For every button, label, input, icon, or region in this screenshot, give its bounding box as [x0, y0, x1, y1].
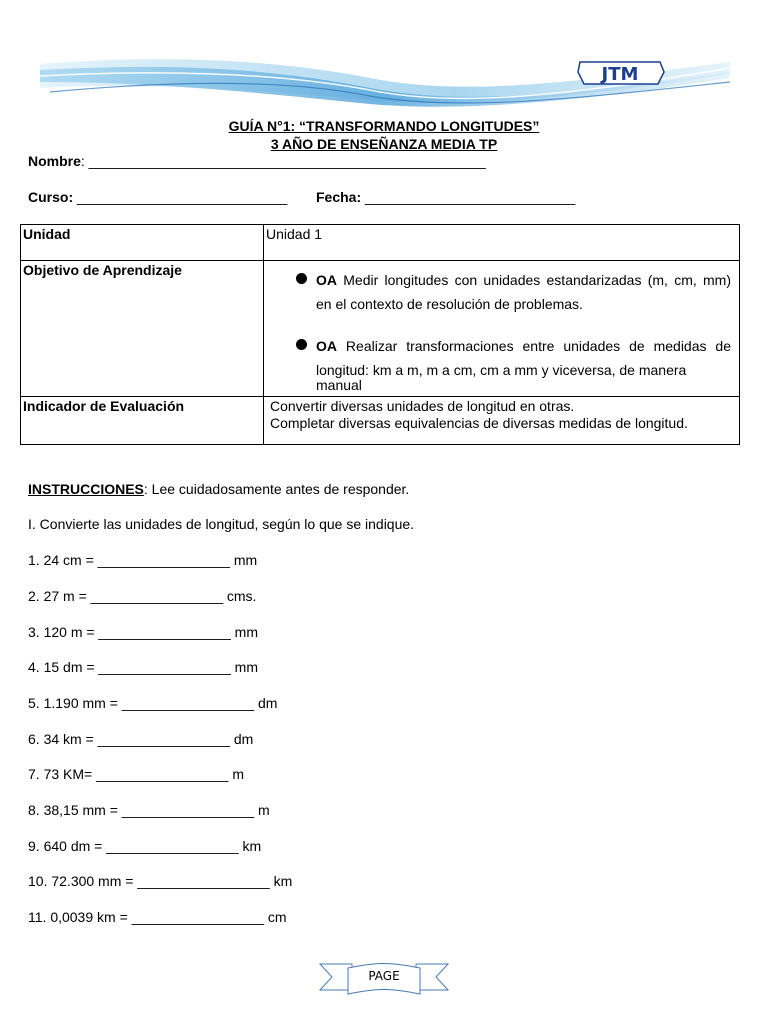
exercise-item[interactable]: 4. 15 dm = _________________ mm	[28, 659, 259, 675]
objective-label: Objetivo de Aprendizaje	[21, 261, 264, 397]
exercise-item[interactable]: 1. 24 cm = _________________ mm	[28, 552, 258, 568]
objective-cell	[264, 261, 740, 397]
exercise-item[interactable]: 10. 72.300 mm = _________________ km	[28, 873, 293, 889]
exercise-item[interactable]: 5. 1.190 mm = _________________ dm	[28, 695, 278, 711]
header-banner	[40, 52, 730, 116]
date-field[interactable]	[316, 189, 575, 205]
objective-list	[266, 262, 737, 393]
objective-prefix: OA	[316, 338, 337, 354]
indicator-label: Indicador de Evaluación	[21, 397, 264, 445]
course-field[interactable]	[28, 189, 287, 205]
unit-value: Unidad 1	[264, 225, 740, 261]
indicator-line: Convertir diversas unidades de longitud en otras.	[270, 398, 575, 414]
indicator-cell	[264, 397, 740, 445]
page-label: PAGE	[368, 969, 400, 983]
instructions-text: : Lee cuidadosamente antes de responder.	[143, 481, 410, 497]
exercise-item[interactable]: 9. 640 dm = _________________ km	[28, 838, 262, 854]
indicator-line: Completar diversas equivalencias de diversas medidas de longitud.	[270, 415, 688, 431]
objective-item	[272, 334, 731, 393]
objective-text-end: manual	[316, 377, 362, 393]
unit-label: Unidad	[21, 225, 264, 261]
instructions	[28, 481, 409, 497]
objective-prefix: OA	[316, 272, 337, 288]
objective-text: Medir longitudes con unidades estandarizadas (m, cm, mm) en el contexto de resolución de problemas.	[316, 272, 731, 312]
logo-emblem	[578, 62, 664, 85]
guide-subtitle: 3 AÑO DE ENSEÑANZA MEDIA TP	[270, 136, 498, 152]
instructions-label: INSTRUCCIONES	[28, 481, 144, 497]
course-blank[interactable]: ___________________________	[73, 189, 288, 205]
bullet-icon	[296, 273, 307, 284]
logo-text: JTM	[601, 64, 639, 85]
exercise-item[interactable]: 6. 34 km = _________________ dm	[28, 731, 254, 747]
course-label: Curso:	[28, 189, 74, 205]
date-label: Fecha:	[316, 189, 362, 205]
objective-text: Realizar transformaciones entre unidades de medidas de longitud: km a m, m a cm, cm a mm y viceversa, de manera	[316, 338, 731, 378]
section-heading: I. Convierte las unidades de longitud, según lo que se indique.	[28, 516, 415, 532]
exercise-item[interactable]: 7. 73 KM= _________________ m	[28, 766, 245, 782]
name-blank[interactable]: : ___________________________________________________	[80, 153, 486, 169]
bullet-icon	[296, 339, 307, 350]
info-table	[20, 224, 740, 445]
date-blank[interactable]: ___________________________	[361, 189, 576, 205]
exercise-item[interactable]: 8. 38,15 mm = _________________ m	[28, 802, 270, 818]
name-label: Nombre	[28, 153, 81, 169]
objective-item	[272, 268, 731, 316]
guide-title: GUÍA N°1: “TRANSFORMANDO LONGITUDES”	[228, 118, 540, 134]
exercise-item[interactable]: 2. 27 m = _________________ cms.	[28, 588, 257, 604]
exercise-item[interactable]: 3. 120 m = _________________ mm	[28, 624, 259, 640]
exercise-item[interactable]: 11. 0,0039 km = _________________ cm	[28, 909, 287, 925]
name-field[interactable]	[28, 153, 486, 169]
